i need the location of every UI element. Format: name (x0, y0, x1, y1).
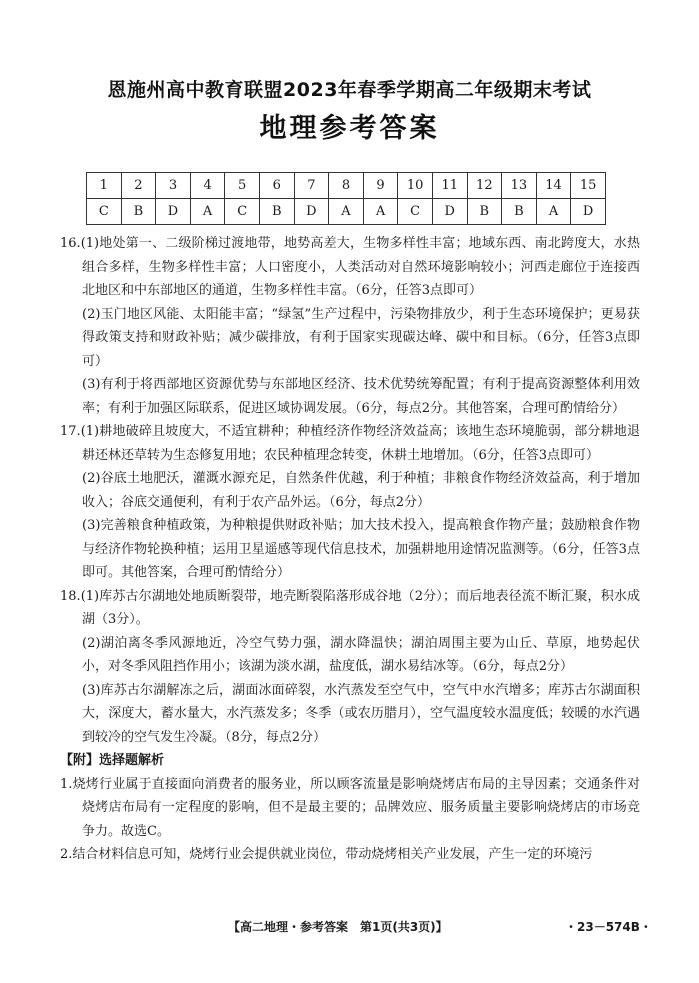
answer-cell: A (190, 199, 225, 225)
question-number-cell: 10 (398, 173, 433, 199)
question-18-part-1 (60, 585, 640, 632)
question-17-part-1 (60, 420, 640, 467)
answer-table-number-row (87, 173, 606, 199)
question-18-part-3: (3)库苏古尔湖解冻之后，湖面冰面碎裂，水汽蒸发至空气中，空气中水汽增多；库苏古尔湖面积大，深度大，蓄水量大，水汽蒸发多；冬季（或农历腊月），空气温度较水温度低；较暖的水汽遇到较冷的空气发生冷凝。（8分，每点2分） (82, 682, 640, 745)
answer-cell: A (363, 199, 398, 225)
answer-cell: A (329, 199, 364, 225)
question-number-cell: 12 (467, 173, 502, 199)
answer-cell: C (87, 199, 122, 225)
question-18-part-2: (2)湖泊离冬季风源地近，冷空气势力强，湖水降温快；湖泊周围主要为山丘、草原，地势起伏小，对冬季风阻挡作用小；该湖为淡水湖，盐度低，湖水易结冰等。（6分，每点2分） (82, 635, 640, 674)
answer-cell: D (294, 199, 329, 225)
footer-page-info: 【高二地理・参考答案 第1页(共3页)】 (228, 920, 448, 934)
question-number-cell: 4 (190, 173, 225, 199)
answer-text: (1)库苏古尔湖地处地质断裂带，地壳断裂陷落形成谷地（2分）；而后地表径流不断汇聚，积水成湖（3分）。 (80, 588, 640, 627)
answer-cell: B (121, 199, 156, 225)
question-number: 16. (60, 236, 81, 251)
question-number-cell: 5 (225, 173, 260, 199)
document-subtitle: 地理参考答案 (259, 113, 440, 144)
answer-cell: C (398, 199, 433, 225)
appendix-item-2: 2.结合材料信息可知，烧烤行业会提供就业岗位，带动烧烤相关产业发展，产生一定的环境污 (60, 847, 593, 862)
question-number-cell: 1 (87, 173, 122, 199)
answer-cell: D (156, 199, 191, 225)
footer-code: ・23－574B・ (565, 920, 652, 934)
answer-cell: C (225, 199, 260, 225)
question-number-cell: 8 (329, 173, 364, 199)
answer-text: (1)耕地破碎且坡度大，不适宜耕种；种植经济作物经济效益高；该地生态环境脆弱，部分耕地退耕还林还草转为生态修复用地；农民种植理念转变，休耕土地增加。（6分，任答3点即可） (80, 424, 640, 463)
question-number-cell: 13 (502, 173, 537, 199)
answer-cell: B (467, 199, 502, 225)
question-17-part-3: (3)完善粮食种植政策，为种粮提供财政补贴；加大技术投入，提高粮食作物产量；鼓励粮食作物与经济作物轮换种植；运用卫星遥感等现代信息技术，加强耕地用途情况监测等。（6分，任答3点即可。其他答案，合理可酌情给分） (82, 518, 640, 580)
answer-cell: D (432, 199, 467, 225)
answer-cell: B (502, 199, 537, 225)
exam-title: 恩施州高中教育联盟2023年春季学期高二年级期末考试 (107, 79, 592, 101)
question-17-part-2: (2)谷底土地肥沃，灌溉水源充足，自然条件优越，利于种植；非粮食作物经济效益高，利于增加收入；谷底交通便利，有利于农产品外运。（6分，每点2分） (82, 471, 640, 510)
appendix-heading: 【附】选择题解析 (60, 753, 165, 768)
answer-cell: A (536, 199, 571, 225)
question-number-cell: 14 (536, 173, 571, 199)
question-16-part-2: (2)玉门地区风能、太阳能丰富；“绿氢”生产过程中，污染物排放少，利于生态环境保护；更易获得政策支持和财政补贴；减少碳排放，有利于国家实现碳达峰、碳中和目标。（6分，任答3点即可） (82, 306, 640, 369)
appendix-item-1: 1.烧烤行业属于直接面向消费者的服务业，所以顾客流量是影响烧烤店布局的主导因素；交通条件对烧烤店布局有一定程度的影响，但不是最主要的；品牌效应、服务质量主要影响烧烤店的市场竞争力。故选C。 (60, 776, 640, 839)
question-16-part-3: (3)有利于将西部地区资源优势与东部地区经济、技术优势统筹配置；有利于提高资源整体利用效率；有利于加强区际联系，促进区域协调发展。（6分，每点2分。其他答案，合理可酌情给分） (82, 377, 640, 416)
answer-table-answer-row (87, 199, 606, 225)
question-number-cell: 3 (156, 173, 191, 199)
question-number-cell: 6 (259, 173, 294, 199)
answer-cell: B (259, 199, 294, 225)
answer-content (60, 232, 640, 867)
question-number-cell: 11 (432, 173, 467, 199)
question-16-part-1 (60, 232, 640, 303)
question-number-cell: 15 (571, 173, 606, 199)
question-number: 17. (60, 424, 81, 439)
answer-table (86, 172, 606, 225)
question-number: 18. (60, 588, 81, 604)
answer-cell: D (571, 199, 606, 225)
question-number-cell: 7 (294, 173, 329, 199)
question-number-cell: 9 (363, 173, 398, 199)
answer-text: (1)地处第一、二级阶梯过渡地带，地势高差大，生物多样性丰富；地域东西、南北跨度大，水热组合多样，生物多样性丰富；人口密度小，人类活动对自然环境影响较小；河西走廊位于连接西北地区和中东部地区的通道，生物多样性丰富。（6分，任答3点即可） (80, 236, 640, 298)
question-number-cell: 2 (121, 173, 156, 199)
